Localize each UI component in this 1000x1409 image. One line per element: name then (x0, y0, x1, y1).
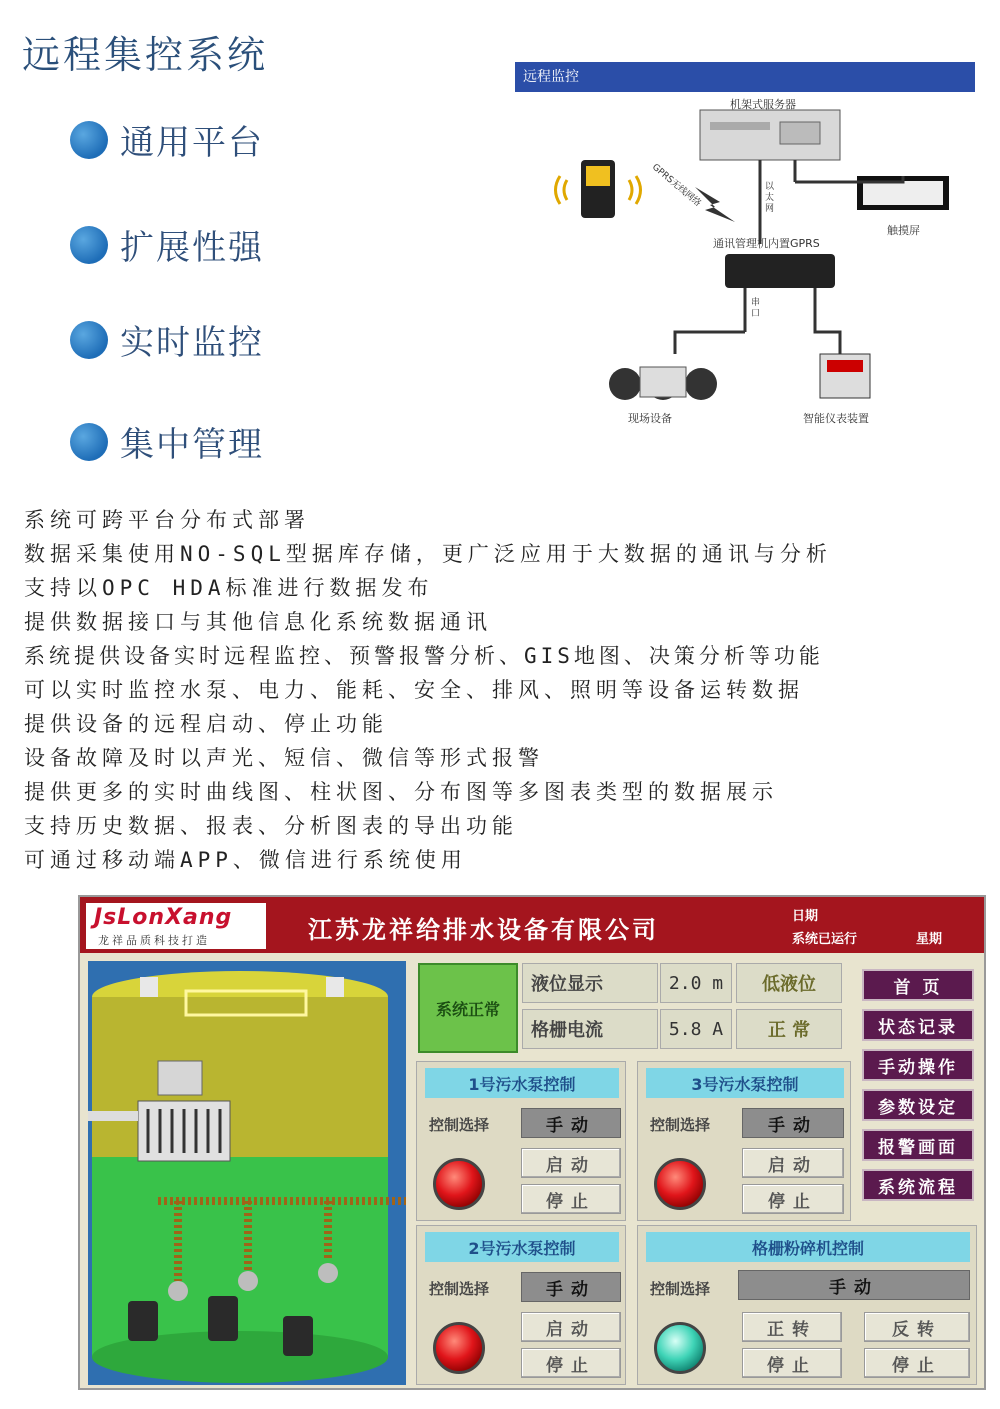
pump3-title: 3号污水泵控制 (646, 1068, 844, 1098)
touch-screen-label: 触摸屏 (887, 224, 920, 237)
feature-item (70, 220, 264, 269)
weekday-label: 星期 (916, 932, 943, 947)
description-line: 可通过移动端APP、微信进行系统使用 (24, 848, 467, 872)
grinder-forward-button[interactable]: 正转 (742, 1312, 842, 1342)
select-label: 控制选择 (429, 1280, 490, 1298)
smart-meter-label: 智能仪表装置 (803, 412, 869, 425)
description-line: 提供更多的实时曲线图、柱状图、分布图等多图表类型的数据展示 (24, 780, 778, 804)
smart-meter-icon (820, 354, 870, 398)
feature-item (70, 417, 264, 466)
panel-header (80, 897, 984, 953)
select-label: 控制选择 (429, 1116, 490, 1134)
nav-alarm-button[interactable]: 报警画面 (862, 1129, 974, 1161)
select-label: 控制选择 (650, 1116, 711, 1134)
system-status-indicator: 系统正常 (418, 963, 518, 1053)
pump2-stop-button[interactable]: 停止 (521, 1348, 621, 1378)
network-diagram (515, 62, 975, 434)
scada-panel (78, 895, 986, 1390)
pump1-start-button[interactable]: 启动 (521, 1148, 621, 1178)
level-label: 液位显示 (522, 963, 658, 1003)
pump1-status-lamp (433, 1158, 485, 1210)
field-device-label: 现场设备 (628, 412, 672, 425)
nav-flow-button[interactable]: 系统流程 (862, 1169, 974, 1201)
grinder-stop2-button[interactable]: 停止 (864, 1348, 970, 1378)
feature-item (70, 315, 264, 364)
nav-status-log-button[interactable]: 状态记录 (862, 1009, 974, 1041)
grinder-control (637, 1225, 977, 1385)
pump3-start-button[interactable]: 启动 (742, 1148, 844, 1178)
gprs-label: GPRS无线网络 (649, 162, 703, 209)
description-line: 数据采集使用NO-SQL型据库存储，更广泛应用于大数据的通讯与分析 (24, 542, 832, 566)
mode-select[interactable]: 手动 (521, 1272, 621, 1302)
description-line: 提供设备的远程启动、停止功能 (24, 712, 388, 736)
tank-graphic (88, 961, 406, 1385)
description-line: 支持以OPC HDA标准进行数据发布 (24, 576, 434, 600)
pump3-stop-button[interactable]: 停止 (742, 1184, 844, 1214)
feature-label: 通用平台 (120, 123, 264, 163)
running-time-label: 系统已运行 (792, 932, 858, 947)
grinder-stop-button[interactable]: 停止 (742, 1348, 842, 1378)
current-status: 正 常 (736, 1009, 842, 1049)
diagram-title-bar: 远程监控 (515, 62, 975, 92)
company-logo (86, 903, 266, 949)
feature-label: 扩展性强 (120, 228, 264, 268)
logo-slogan: 龙祥品质科技打造 (98, 934, 210, 947)
description-line: 系统提供设备实时远程监控、预警报警分析、GIS地图、决策分析等功能 (24, 644, 824, 668)
current-value: 5.8 A (660, 1009, 732, 1049)
nav-params-button[interactable]: 参数设定 (862, 1089, 974, 1121)
pump3-control (637, 1061, 851, 1221)
logo-text: JsLonXang (94, 905, 233, 930)
pump2-start-button[interactable]: 启动 (521, 1312, 621, 1342)
grinder-status-lamp (654, 1322, 706, 1374)
pump1-stop-button[interactable]: 停止 (521, 1184, 621, 1214)
server-label: 机架式服务器 (730, 98, 796, 111)
description-line: 系统可跨平台分布式部署 (24, 508, 310, 532)
comm-manager-icon (725, 254, 835, 288)
nav-manual-button[interactable]: 手动操作 (862, 1049, 974, 1081)
grinder-title: 格栅粉碎机控制 (646, 1232, 970, 1262)
description-line: 设备故障及时以声光、短信、微信等形式报警 (24, 746, 544, 770)
description-line: 可以实时监控水泵、电力、能耗、安全、排风、照明等设备运转数据 (24, 678, 804, 702)
select-label: 控制选择 (650, 1280, 711, 1298)
bullet-icon (70, 321, 108, 359)
pump2-control (416, 1225, 626, 1385)
mode-select[interactable]: 手动 (742, 1108, 844, 1138)
tank-visualization (88, 961, 406, 1385)
wireless-icon (695, 187, 735, 222)
pump2-title: 2号污水泵控制 (425, 1232, 619, 1262)
mode-select[interactable]: 手动 (521, 1108, 621, 1138)
description-line: 支持历史数据、报表、分析图表的导出功能 (24, 814, 518, 838)
pump3-status-lamp (654, 1158, 706, 1210)
feature-item (70, 115, 264, 164)
bullet-icon (70, 226, 108, 264)
pump1-title: 1号污水泵控制 (425, 1068, 619, 1098)
current-label: 格栅电流 (522, 1009, 658, 1049)
description-line: 提供数据接口与其他信息化系统数据通讯 (24, 610, 492, 634)
company-name: 江苏龙祥给排水设备有限公司 (308, 916, 659, 944)
mobile-phone-icon (556, 160, 641, 218)
bullet-icon (70, 121, 108, 159)
level-value: 2.0 m (660, 963, 732, 1003)
mode-select[interactable]: 手动 (738, 1270, 970, 1300)
nav-home-button[interactable]: 首 页 (862, 969, 974, 1001)
date-label: 日期 (792, 909, 819, 924)
feature-label: 实时监控 (120, 323, 264, 363)
feature-label: 集中管理 (120, 425, 264, 465)
ethernet-label: 以太网 (765, 182, 775, 214)
grinder-reverse-button[interactable]: 反转 (864, 1312, 970, 1342)
level-status: 低液位 (736, 963, 842, 1003)
server-icon (700, 110, 840, 160)
pump1-control (416, 1061, 626, 1221)
page-title: 远程集控系统 (22, 33, 269, 77)
pump2-status-lamp (433, 1322, 485, 1374)
bullet-icon (70, 423, 108, 461)
comm-manager-label: 通讯管理机内置GPRS (713, 237, 820, 250)
serial-label: 串口 (751, 298, 761, 319)
feature-description-list (24, 503, 984, 877)
field-device-icon (609, 367, 717, 400)
